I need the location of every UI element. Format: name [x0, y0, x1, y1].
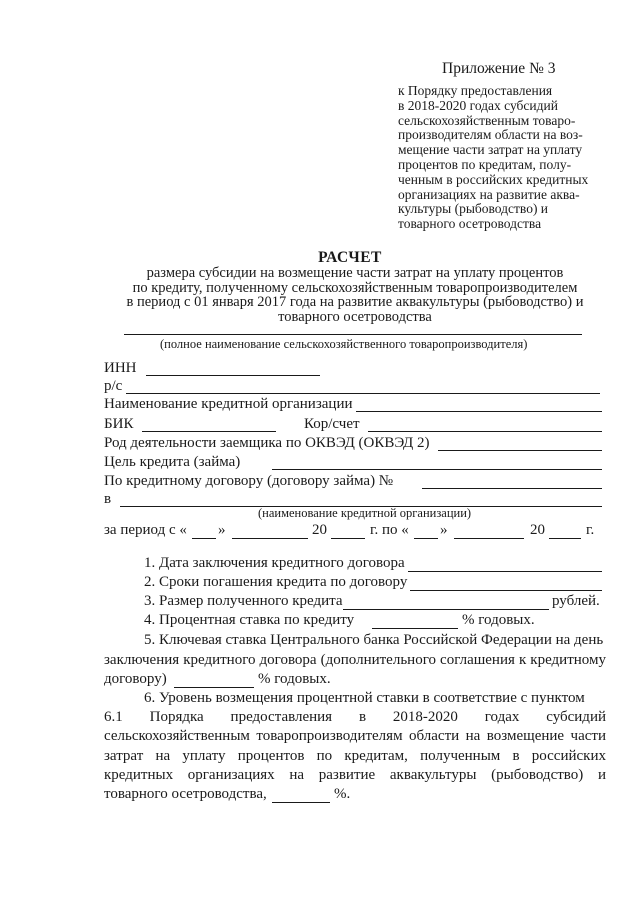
bik-label: БИК: [104, 416, 134, 432]
purpose-field[interactable]: [272, 469, 602, 470]
appendix-note-line: мещение части затрат на уплату: [398, 142, 583, 158]
contract-number-field[interactable]: [422, 488, 602, 489]
period-quote-1: »: [218, 522, 226, 538]
item-5-line-1: 5. Ключевая ставка Центрального банка Российской Федерации на день: [144, 632, 604, 648]
subtitle-line: по кредиту, полученному сельскохозяйственным товаропроизводителем: [132, 279, 578, 296]
item-6-line-3: сельскохозяйственным товаропроизводителям области на возмещение части: [104, 728, 606, 744]
bank-in-label: в: [104, 491, 112, 507]
repayment-terms-field[interactable]: [410, 590, 602, 591]
period-from-year-field[interactable]: [331, 538, 365, 539]
appendix-note-line: производителям области на воз-: [398, 127, 583, 143]
credit-org-field[interactable]: [356, 411, 602, 412]
period-to-month-field[interactable]: [454, 538, 524, 539]
interest-rate-field[interactable]: [372, 628, 458, 629]
appendix-note-line: процентов по кредитам, полу-: [398, 156, 572, 172]
appendix-note: [398, 84, 608, 232]
item-4-label: 4. Процентная ставка по кредиту: [144, 612, 355, 628]
appendix-note-line: к Порядку предоставления: [398, 83, 553, 98]
item-6-line-1: 6. Уровень возмещения процентной ставки в соответствие с пунктом: [144, 690, 585, 706]
appendix-note-line: организациях на развитие аква-: [398, 186, 580, 202]
corr-account-field[interactable]: [368, 431, 602, 432]
appendix-title: Приложение № 3: [442, 60, 556, 77]
item-4-unit: % годовых.: [462, 612, 535, 628]
bik-field[interactable]: [142, 431, 276, 432]
inn-label: ИНН: [104, 360, 137, 376]
okved-field[interactable]: [438, 450, 602, 451]
appendix-note-line: ченным в российских кредитных: [398, 171, 589, 187]
period-to-year-field[interactable]: [549, 538, 581, 539]
period-to-label: г. по «: [370, 522, 409, 538]
contract-date-field[interactable]: [408, 571, 602, 572]
item-6-line-6-suffix: %.: [334, 786, 351, 802]
period-from-day-field[interactable]: [192, 538, 216, 539]
item-1-label: 1. Дата заключения кредитного договора: [144, 555, 405, 571]
item-3-label: 3. Размер полученного кредита: [144, 593, 343, 609]
item-6-line-6-prefix: товарного осетроводства,: [104, 786, 267, 802]
credit-org-label: Наименование кредитной организации: [104, 396, 353, 412]
appendix-note-line: в 2018-2020 годах субсидий: [398, 97, 558, 113]
credit-org-caption: (наименование кредитной организации): [258, 506, 472, 520]
account-row: [104, 377, 604, 397]
appendix-note-line: товарного осетроводства: [398, 216, 542, 232]
reimbursement-level-field[interactable]: [272, 802, 330, 803]
period-from-label: за период с «: [104, 522, 187, 538]
item-6-line-2: 6.1 Порядка предоставления в 2018-2020 годах субсидий: [104, 709, 606, 725]
period-year-prefix-1: 20: [312, 522, 327, 538]
key-rate-field[interactable]: [174, 687, 254, 688]
item-5-line-3-prefix: договору): [104, 671, 167, 687]
period-from-month-field[interactable]: [232, 538, 308, 539]
subtitle-line: товарного осетроводства: [278, 308, 432, 325]
appendix-note-line: сельскохозяйственным товаро-: [398, 112, 576, 128]
period-quote-2: »: [440, 522, 448, 538]
producer-name-field[interactable]: [124, 334, 582, 335]
okved-label: Род деятельности заемщика по ОКВЭД (ОКВЭД 2): [104, 435, 430, 451]
item-5-line-2: заключения кредитного договора (дополнительного соглашения к кредитному: [104, 652, 606, 668]
producer-name-caption: (полное наименование сельскохозяйственного товаропроизводителя): [160, 337, 528, 351]
document-title: РАСЧЕТ: [318, 249, 382, 266]
item-6-line-4: затрат на уплату процентов по кредитам, полученным в российских: [104, 748, 606, 764]
period-year-suffix: г.: [586, 522, 595, 538]
inn-row: [104, 359, 604, 379]
purpose-label: Цель кредита (займа): [104, 454, 241, 470]
credit-org-row: [104, 395, 604, 415]
item-6-line-5: кредитных организациях на развитие аквакультуры (рыбоводство) и: [104, 767, 606, 783]
item-3-unit: рублей.: [552, 593, 600, 609]
inn-field[interactable]: [146, 375, 320, 376]
account-field[interactable]: [126, 393, 600, 394]
bik-row: [104, 415, 604, 435]
appendix-note-line: культуры (рыбоводство) и: [398, 201, 549, 217]
document-subtitle: [110, 266, 600, 324]
item-5-line-3-suffix: % годовых.: [258, 671, 331, 687]
okved-row: [104, 434, 604, 454]
subtitle-line: размера субсидии на возмещение части затрат на уплату процентов: [146, 265, 564, 281]
contract-row: [104, 472, 604, 492]
subtitle-line: в период с 01 января 2017 года на развитие аквакультуры (рыбоводство) и: [126, 294, 584, 310]
contract-label: По кредитному договору (договору займа) №: [104, 473, 394, 489]
purpose-row: [104, 453, 604, 473]
period-to-day-field[interactable]: [414, 538, 438, 539]
corr-account-label: Кор/счет: [304, 416, 360, 432]
credit-amount-field[interactable]: [343, 609, 549, 610]
account-label: р/с: [104, 378, 123, 394]
item-2-label: 2. Сроки погашения кредита по договору: [144, 574, 408, 590]
period-year-prefix-2: 20: [530, 522, 545, 538]
